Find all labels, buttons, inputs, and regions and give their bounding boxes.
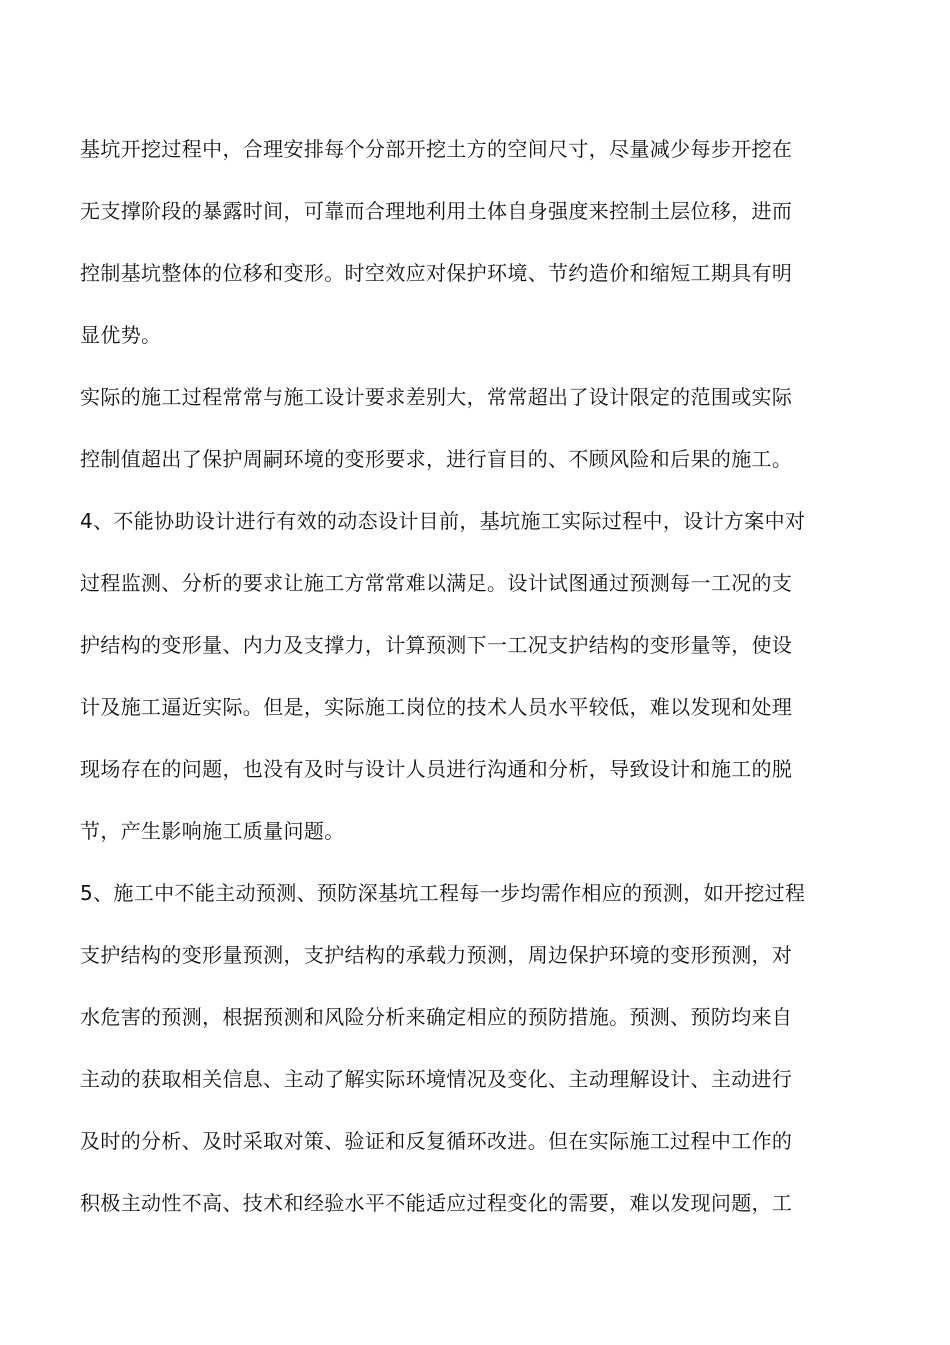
text-line: 护结构的变形量、内力及支撑力，计算预测下一工况支护结构的变形量等，使设 [80, 633, 793, 657]
text-line: 显优势。 [80, 323, 162, 347]
text-line: 及时的分析、及时采取对策、验证和反复循环改进。但在实际施工过程中工作的 [80, 1129, 793, 1153]
text-line: 现场存在的问题，也没有及时与设计人员进行沟通和分析，导致设计和施工的脱 [80, 757, 793, 781]
text-line: 控制基坑整体的位移和变形。时空效应对保护环境、节约造价和缩短工期具有明 [80, 261, 793, 285]
text-line: 积极主动性不高、技术和经验水平不能适应过程变化的需要，难以发现问题，工 [80, 1191, 793, 1215]
text-line: 节，产生影响施工质量问题。 [80, 819, 345, 843]
text-line: 主动的获取相关信息、主动了解实际环境情况及变化、主动理解设计、主动进行 [80, 1067, 793, 1091]
text-line: 过程监测、分析的要求让施工方常常难以满足。设计试图通过预测每一工况的支 [80, 571, 793, 595]
text-line: 水危害的预测，根据预测和风险分析来确定相应的预防措施。预测、预防均来自 [80, 1005, 793, 1029]
text-line: 基坑开挖过程中，合理安排每个分部开挖土方的空间尺寸，尽量减少每步开挖在 [80, 137, 793, 161]
text-line: 控制值超出了保护周嗣环境的变形要求，进行盲目的、不顾风险和后果的施工。 [80, 447, 793, 471]
text-line: 5、施工中不能主动预测、预防深基坑工程每一步均需作相应的预测，如开挖过程 [80, 881, 806, 905]
text-line: 计及施工逼近实际。但是，实际施工岗位的技术人员水平较低，难以发现和处理 [80, 695, 793, 719]
text-line: 支护结构的变形量预测，支护结构的承载力预测，周边保护环境的变形预测，对 [80, 943, 793, 967]
text-line: 4、不能协助设计进行有效的动态设计目前，基坑施工实际过程中，设计方案中对 [80, 509, 806, 533]
text-line: 无支撑阶段的暴露时间，可靠而合理地利用土体自身强度来控制土层位移，进而 [80, 199, 793, 223]
text-line: 实际的施工过程常常与施工设计要求差别大，常常超出了设计限定的范围或实际 [80, 385, 793, 409]
